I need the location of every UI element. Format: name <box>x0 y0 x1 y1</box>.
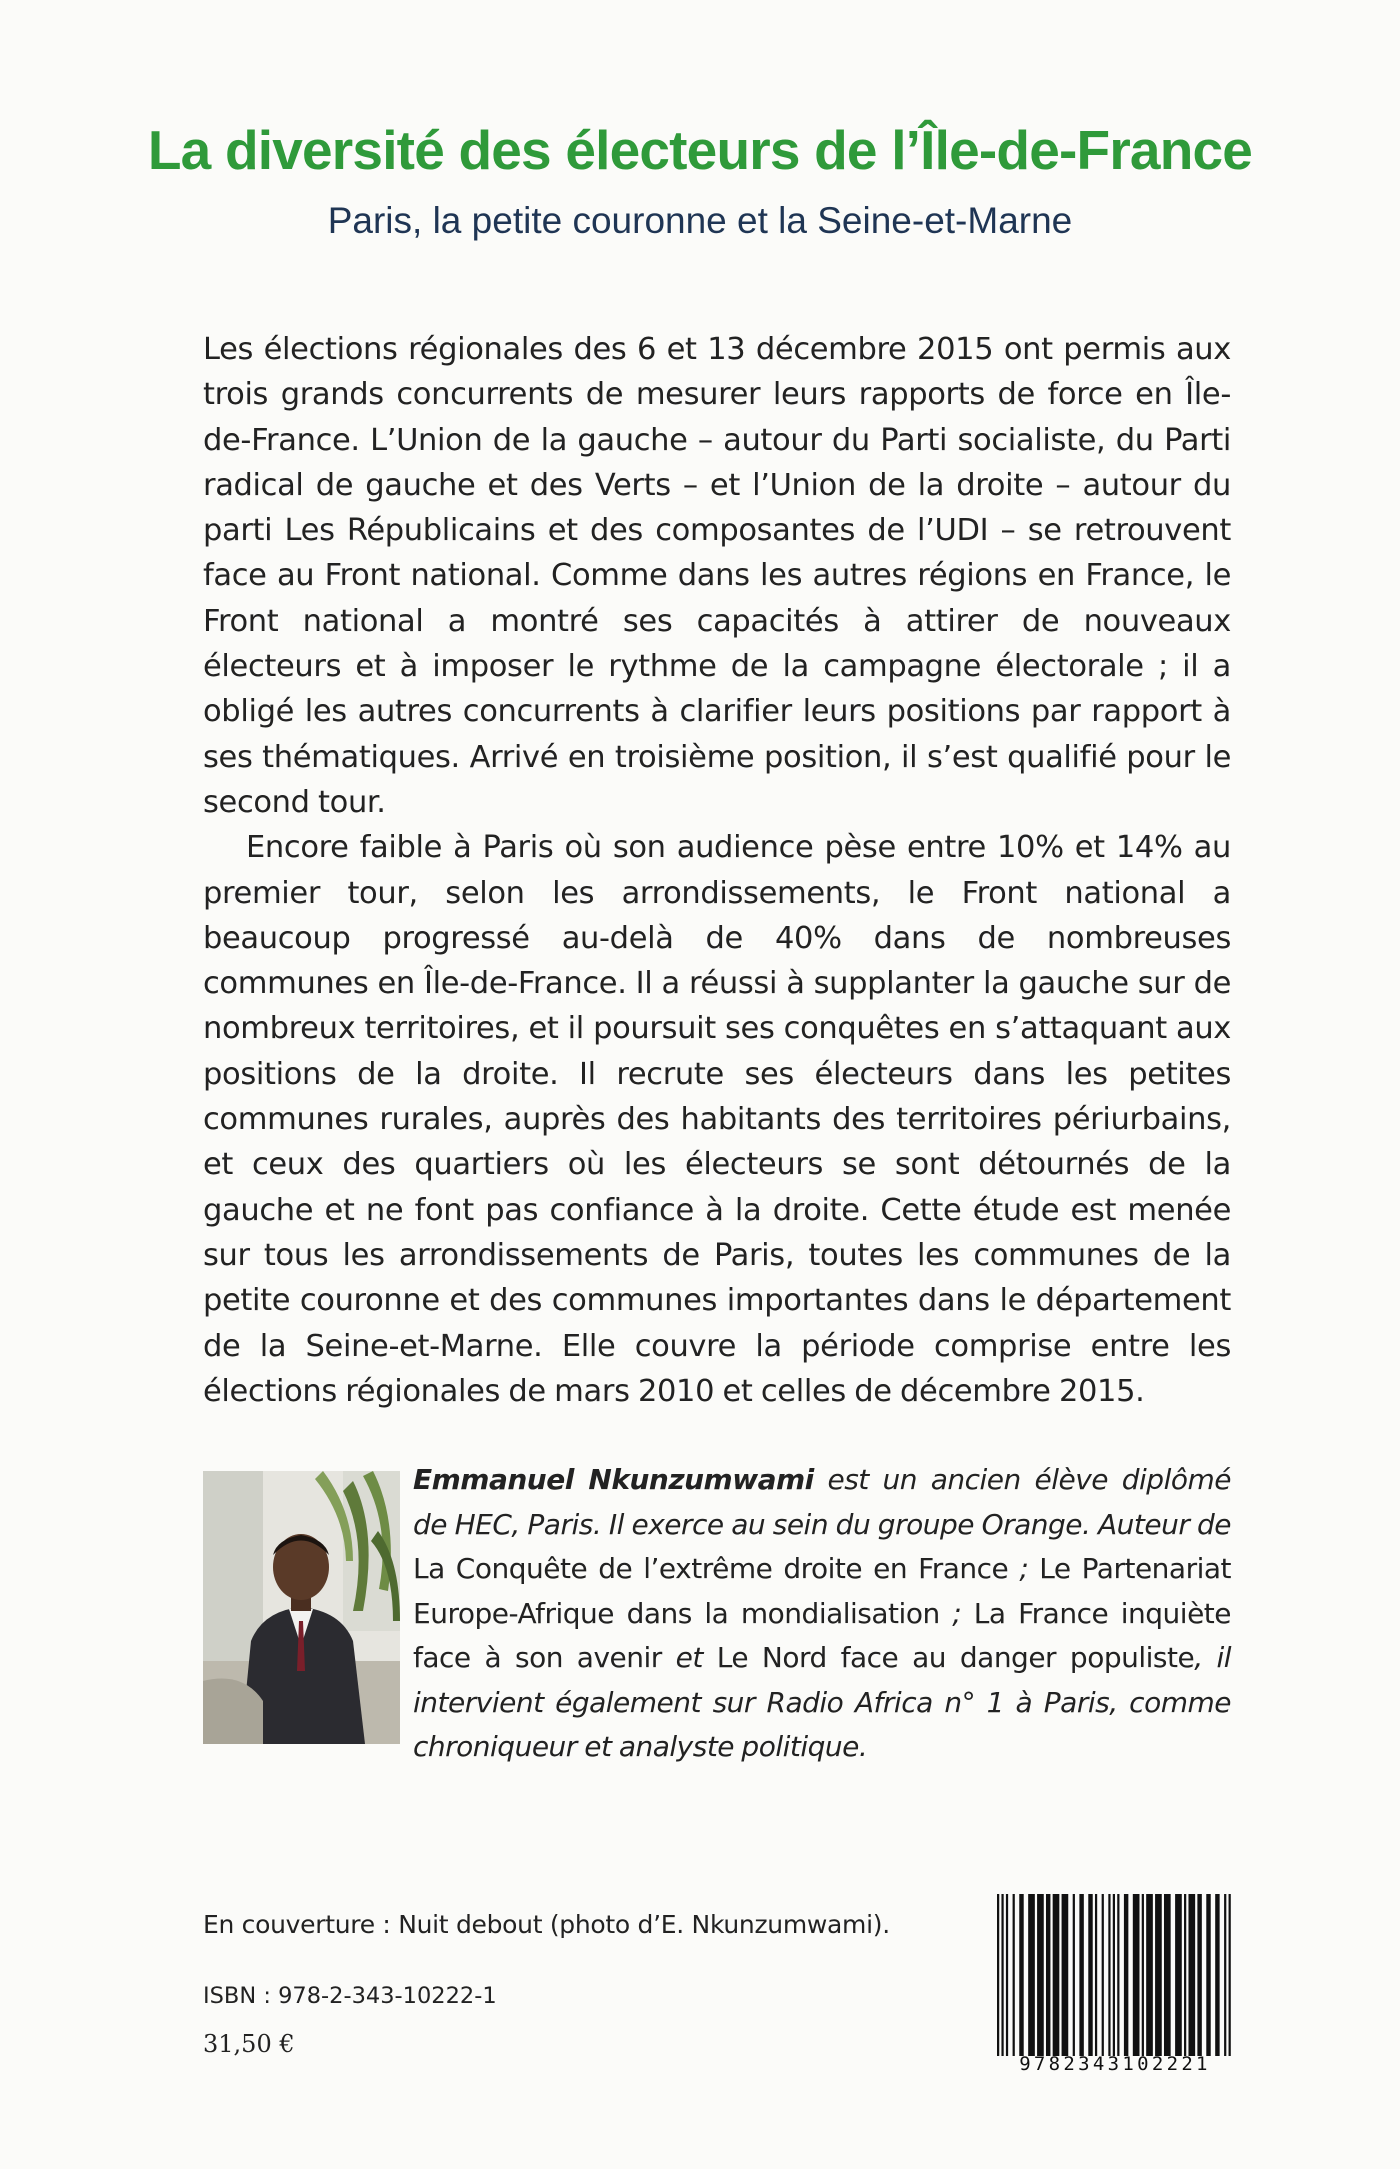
conjunction: et <box>661 1641 717 1674</box>
barcode-bar <box>1175 1894 1182 2056</box>
author-bio <box>413 1458 1231 1770</box>
barcode-digits: 9782343102221 <box>1019 2053 1211 2075</box>
barcode <box>997 1894 1233 2056</box>
barcode-bar <box>1001 1894 1003 2056</box>
summary-paragraph-1: Les élections régionales des 6 et 13 décembre 2015 ont permis aux trois grands concurrents de mesurer leurs rapports de force en Île-de-France. L’Union de la gauche – autour du Parti socialiste, du Parti radical de gauche et des Verts – et l’Union de la droite – autour du parti Les Républicains et des composantes de l’UDI – se retrouvent face au Front national. Comme dans les autres régions en France, le Front national a montré ses capacités à attirer de nouveaux électeurs et à imposer le rythme de la campagne électorale ; il a obligé les autres concurrents à clarifier leurs positions par rapport à ses thématiques. Arrivé en troisième position, il s’est qualifié pour le second tour. <box>203 332 1231 820</box>
isbn: ISBN : 978-2-343-10222-1 <box>203 1983 497 2009</box>
barcode-bar <box>1206 1894 1210 2056</box>
barcode-bar <box>1019 1894 1023 2056</box>
barcode-bar <box>1053 1894 1060 2056</box>
barcode-bar <box>1013 1894 1015 2056</box>
barcode-bar <box>1188 1894 1195 2056</box>
barcode-bar <box>1006 1894 1008 2056</box>
summary-paragraph-2: Encore faible à Paris où son audience pèse entre 10% et 14% au premier tour, selon les arrondissements, le Front national a beaucoup progressé au-delà de 40% dans de nombreuses communes en Île-de-France. Il a réussi à supplanter la gauche sur de nombreux territoires, et il poursuit ses conquêtes en s’attaquant aux positions de la droite. Il recrute ses électeurs dans les petites communes rurales, auprès des habitants des territoires périurbains, et ceux des quartiers où les électeurs se sont détournés de la gauche et ne font pas confiance à la droite. Cette étude est menée sur tous les arrondissements de Paris, toutes les communes de la petite couronne et des communes importantes dans le département de la Seine-et-Marne. Elle couvre la période comprise entre les élections régionales de mars 2010 et celles de décembre 2015. <box>203 830 1231 1409</box>
barcode-bar <box>1164 1894 1171 2056</box>
barcode-bar <box>997 1894 999 2056</box>
barcode-bar <box>1215 1894 1219 2056</box>
barcode-bar <box>1108 1894 1110 2056</box>
barcode-bar <box>1062 1894 1069 2056</box>
barcode-bar <box>1124 1894 1128 2056</box>
barcode-bar <box>1142 1894 1144 2056</box>
barcode-bar <box>1028 1894 1035 2056</box>
book-title-3: La France inquiète face à son avenir <box>413 1596 1232 1674</box>
book-subtitle: Paris, la petite couronne et la Seine-et-Marne <box>327 200 1073 241</box>
barcode-bar <box>1184 1894 1186 2056</box>
barcode-bar <box>1155 1894 1162 2056</box>
author-name: Emmanuel Nkunzumwami <box>413 1463 814 1496</box>
barcode-bar <box>1229 1894 1231 2056</box>
barcode-bar <box>1037 1894 1044 2056</box>
book-title-4: Le Nord face au danger populiste <box>716 1641 1195 1674</box>
barcode-bar <box>1095 1894 1097 2056</box>
author-photo <box>203 1471 400 1744</box>
barcode-bar <box>1046 1894 1050 2056</box>
separator-1: ; <box>1008 1552 1040 1585</box>
price: 31,50 € <box>203 2030 295 2058</box>
author-bio-outro: , il intervient également sur Radio Africa n° 1 à Paris, comme chroniqueur et analyste politique. <box>413 1641 1232 1763</box>
book-title-1: La Conquête de l’extrême droite en France <box>413 1552 1009 1585</box>
book-title-2: Le Partenariat Europe-Afrique dans la mondialisation <box>413 1552 1231 1630</box>
cover-credit: En couverture : Nuit debout (photo d’E. Nkunzumwami). <box>203 1910 890 1939</box>
author-bio-intro: est un ancien élève diplômé de HEC, Paris. Il exerce au sein du groupe Orange. Auteur de <box>413 1463 1231 1541</box>
barcode-bar <box>1146 1894 1153 2056</box>
barcode-bar <box>1117 1894 1119 2056</box>
barcode-bar <box>1088 1894 1092 2056</box>
barcode-bar <box>1079 1894 1083 2056</box>
barcode-bar <box>1224 1894 1226 2056</box>
barcode-bar <box>1113 1894 1115 2056</box>
barcode-bar <box>1073 1894 1075 2056</box>
book-title: La diversité des électeurs de l’Île-de-France <box>147 119 1253 181</box>
author-photo-illustration <box>203 1471 400 1744</box>
barcode-bar <box>1133 1894 1140 2056</box>
barcode-bar <box>1197 1894 1201 2056</box>
barcode-bar <box>1102 1894 1104 2056</box>
separator-2: ; <box>939 1596 974 1630</box>
summary-text <box>203 327 1231 1414</box>
